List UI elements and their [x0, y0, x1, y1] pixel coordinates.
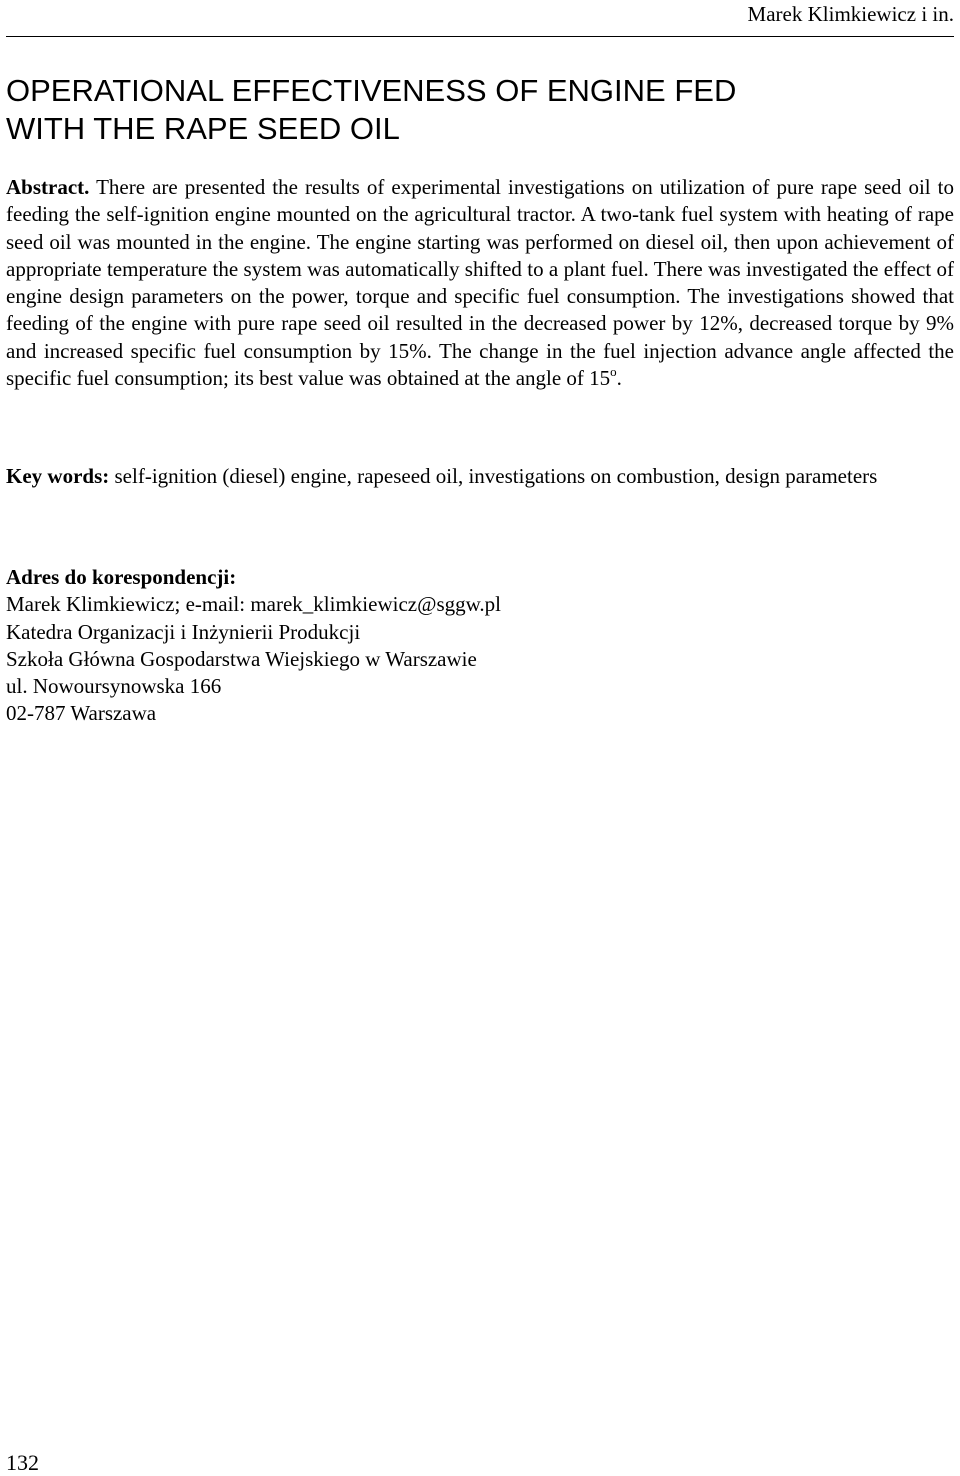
keywords-paragraph	[6, 463, 954, 490]
correspondence-block	[6, 564, 954, 728]
paper-title-line-2: WITH THE RAPE SEED OIL	[6, 111, 400, 146]
correspondence-department: Katedra Organizacji i Inżynierii Produkcji	[6, 619, 361, 644]
abstract-degree-superscript: o	[610, 364, 617, 380]
correspondence-university: Szkoła Główna Gospodarstwa Wiejskiego w Warszawie	[6, 646, 477, 671]
correspondence-street: ul. Nowoursynowska 166	[6, 674, 222, 699]
abstract-label: Abstract.	[6, 175, 90, 199]
abstract-paragraph	[6, 174, 954, 392]
correspondence-label: Adres do korespondencji:	[6, 565, 237, 589]
running-header	[6, 0, 954, 30]
correspondence-author-email: Marek Klimkiewicz; e-mail: marek_klimkiewicz@sggw.pl	[6, 592, 501, 617]
paper-title-line-1: OPERATIONAL EFFECTIVENESS OF ENGINE FED	[6, 73, 737, 108]
keywords-text: self-ignition (diesel) engine, rapeseed oil, investigations on combustion, design parameters	[114, 464, 878, 488]
correspondence-city: 02-787 Warszawa	[6, 701, 157, 726]
running-header-author: Marek Klimkiewicz i in.	[747, 2, 954, 26]
abstract-end: .	[616, 366, 622, 391]
keywords-label: Key words:	[6, 464, 110, 488]
paper-title	[6, 72, 954, 148]
abstract-text: There are presented the results of experimental investigations on utilization of pure rape seed oil to feeding the self-ignition engine mounted on the agricultural tractor. A two-tank fuel system with heating of rape seed oil was mounted in the engine. The engine starting was performed on diesel oil, then upon achievement of appropriate temperature the system was automatically shifted to a plant fuel. There was investigated the effect of engine design parameters on the power, torque and specific fuel consumption. The investigations showed that feeding of the engine with pure rape seed oil resulted in the decreased power by 12%, decreased torque by 9% and increased specific fuel consumption by 15%. The change in the fuel injection advance angle affected the specific fuel consumption; its best value was obtained at the angle of 15	[6, 175, 954, 391]
page-number: 132	[6, 1450, 39, 1475]
header-rule	[6, 36, 954, 37]
